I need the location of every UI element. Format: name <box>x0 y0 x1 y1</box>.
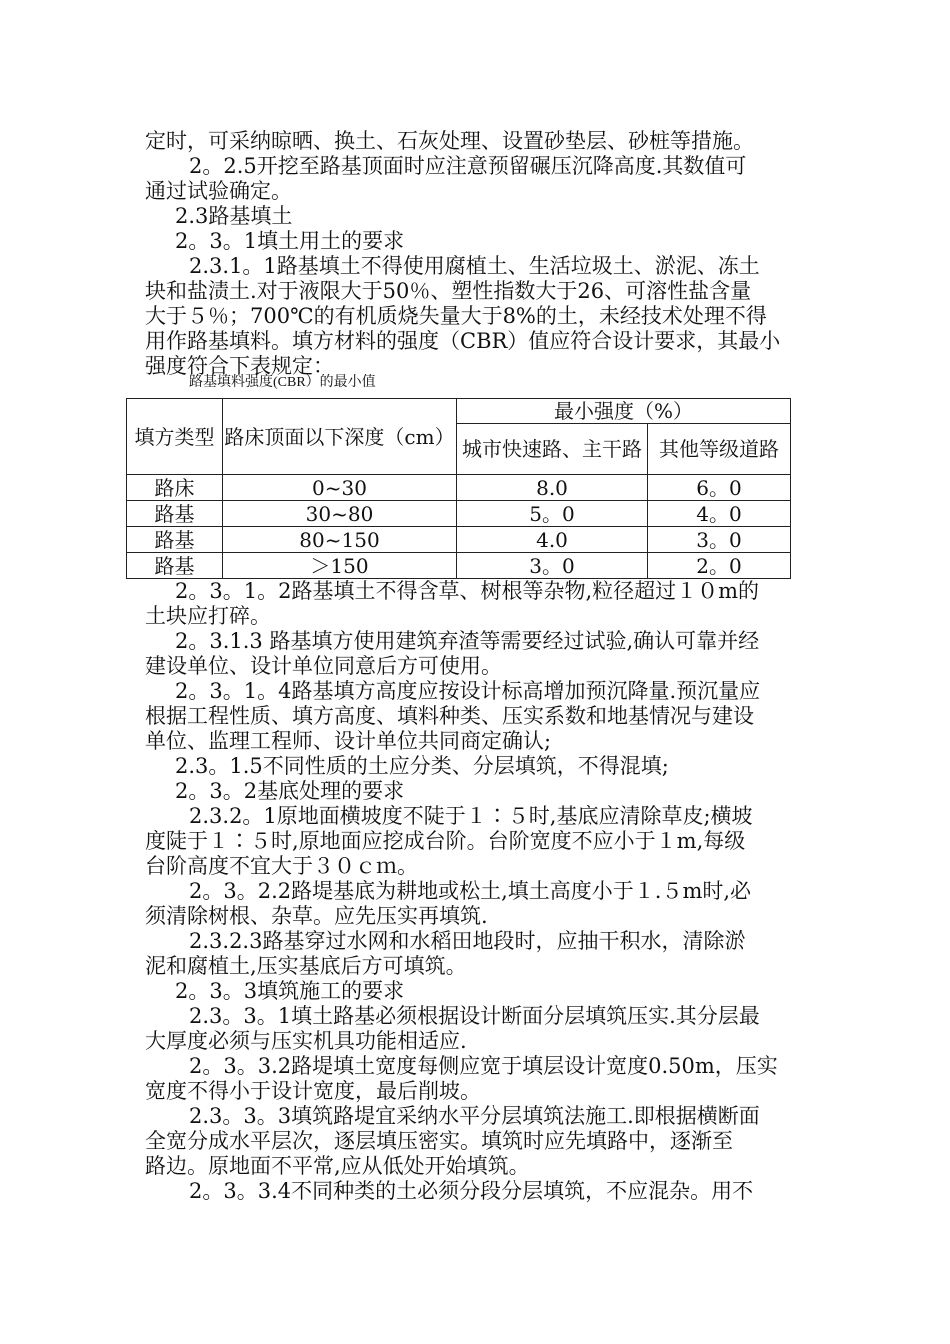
section-heading: 2.3路基填土 <box>175 204 293 228</box>
table-row <box>127 475 791 501</box>
table-cell: 0~30 <box>223 475 457 501</box>
subsection-heading: 2。3。3填筑施工的要求 <box>175 979 405 1003</box>
table-caption: 路基填料强度(CBR）的最小值 <box>189 375 376 390</box>
paragraph-line: 大厚度必须与压实机具功能相适应. <box>145 1029 467 1053</box>
cbr-table <box>126 398 791 579</box>
paragraph-line: 2.3.2.3路基穿过水网和水稻田地段时，应抽干积水，清除淤 <box>189 929 746 953</box>
paragraph-line: 强度符合下表规定： <box>145 354 334 378</box>
paragraph-line: 块和盐渍土.对于液限大于50％、塑性指数大于26、可溶性盐含量 <box>145 279 752 303</box>
paragraph-line: 2.3。3。1填土路基必须根据设计断面分层填筑压实.其分层最 <box>189 1004 760 1028</box>
paragraph-line: 度陡于１∶５时,原地面应挖成台阶。台阶宽度不应小于１m,每级 <box>145 829 746 853</box>
paragraph-line: 2.3。3。3填筑路堤宜采纳水平分层填筑法施工.即根据横断面 <box>189 1104 760 1128</box>
subsection-heading: 2。3。2基底处理的要求 <box>175 779 405 803</box>
paragraph-line: 定时，可采纳晾晒、换土、石灰处理、设置砂垫层、砂桩等措施。 <box>145 129 754 153</box>
paragraph-line: 2.3。1.5不同性质的土应分类、分层填筑，不得混填; <box>175 754 669 778</box>
paragraph-line: 大于５％；700℃的有机质烧失量大于8%的土，未经技术处理不得 <box>145 304 767 328</box>
table-cell: 4。0 <box>648 501 791 527</box>
paragraph-line: 台阶高度不宜大于３０ｃｍ。 <box>145 854 418 878</box>
table-cell: 8.0 <box>457 475 648 501</box>
paragraph-line: 2。3.1.3 路基填方使用建筑弃渣等需要经过试验,确认可靠并经 <box>175 629 760 653</box>
table-cell: 路基 <box>127 527 223 553</box>
paragraph-line: 2。3。2.2路堤基底为耕地或松土,填土高度小于１.５m时,必 <box>189 879 752 903</box>
table-cell: 5。0 <box>457 501 648 527</box>
paragraph-line: 宽度不得小于设计宽度，最后削坡。 <box>145 1079 481 1103</box>
table-row <box>127 527 791 553</box>
table-cell: 80~150 <box>223 527 457 553</box>
header-fill-type: 填方类型 <box>127 399 223 475</box>
paragraph-line: 2。3。1。2路基填土不得含草、树根等杂物,粒径超过１０m的 <box>175 579 760 603</box>
paragraph-line: 路边。原地面不平常,应从低处开始填筑。 <box>145 1154 530 1178</box>
table-cell: 3。0 <box>457 553 648 579</box>
paragraph-line: 2。3。1。4路基填方高度应按设计标高增加预沉降量.预沉量应 <box>175 679 761 703</box>
table-cell: 30~80 <box>223 501 457 527</box>
paragraph-line: 须清除树根、杂草。应先压实再填筑. <box>145 904 488 928</box>
paragraph-line: 单位、监理工程师、设计单位共同商定确认; <box>145 729 552 753</box>
header-expressway: 城市快速路、主干路 <box>457 424 648 475</box>
paragraph-line: 2。3。3.2路堤填土宽度每侧应宽于填层设计宽度0.50m，压实 <box>189 1054 778 1078</box>
paragraph-line: 泥和腐植土,压实基底后方可填筑。 <box>145 954 467 978</box>
table-cell: 2。0 <box>648 553 791 579</box>
header-depth: 路床顶面以下深度（cm） <box>223 399 457 475</box>
paragraph-line: 用作路基填料。填方材料的强度（CBR）值应符合设计要求，其最小 <box>145 329 781 353</box>
table-cell: 6。0 <box>648 475 791 501</box>
header-min-strength: 最小强度（%） <box>457 399 791 424</box>
table-cell: 路基 <box>127 553 223 579</box>
paragraph-line: 通过试验确定。 <box>145 179 292 203</box>
paragraph-line: 2.3.2。1原地面横坡度不陡于１∶５时,基底应清除草皮;横坡 <box>189 804 753 828</box>
paragraph-line: 2。2.5开挖至路基顶面时应注意预留碾压沉降高度.其数值可 <box>189 154 747 178</box>
table-row <box>127 553 791 579</box>
table-cell: 3。0 <box>648 527 791 553</box>
paragraph-line: 土块应打碎。 <box>145 604 271 628</box>
table-row <box>127 501 791 527</box>
paragraph-line: 全宽分成水平层次，逐层填压密实。填筑时应先填路中，逐渐至 <box>145 1129 733 1153</box>
table-cell: 路基 <box>127 501 223 527</box>
paragraph-line: 根据工程性质、填方高度、填料种类、压实系数和地基情况与建设 <box>145 704 754 728</box>
table-cell: 路床 <box>127 475 223 501</box>
paragraph-line: 2.3.1。1路基填土不得使用腐植土、生活垃圾土、淤泥、冻土 <box>189 254 760 278</box>
table-cell: 4.0 <box>457 527 648 553</box>
paragraph-line: 2。3。3.4不同种类的土必须分段分层填筑，不应混杂。用不 <box>189 1179 754 1203</box>
header-other-roads: 其他等级道路 <box>648 424 791 475</box>
table-cell: ＞150 <box>223 553 457 579</box>
paragraph-line: 建设单位、设计单位同意后方可使用。 <box>145 654 502 678</box>
subsection-heading: 2。3。1填土用土的要求 <box>175 229 405 253</box>
